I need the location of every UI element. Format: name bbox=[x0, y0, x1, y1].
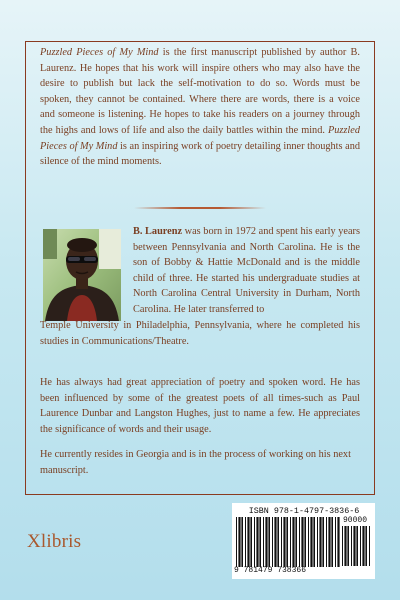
influences-paragraph: He has always had great appreciation of poetry and spoken word. He has been influenced by some of the greatest poets of all times-such as Paul Laurence Dunbar and Langston Hughes, just to name a few. He appreciates the significance of words and their usage. bbox=[40, 377, 360, 435]
price-code: 90000 bbox=[343, 516, 368, 525]
author-bio-continued: Temple University in Philadelphia, Pennsylvania, where he completed his studies in Communications/Theatre. bbox=[40, 320, 360, 347]
publisher-logo: Xlibris bbox=[27, 531, 82, 552]
intro-paragraph bbox=[40, 45, 360, 170]
isbn-barcode bbox=[232, 503, 375, 579]
book-title-repeat: Puzzled Pieces of My Mind bbox=[40, 124, 360, 152]
residence-paragraph: He currently resides in Georgia and is in the process of working on his next manuscript. bbox=[40, 449, 351, 476]
divider-line bbox=[134, 207, 266, 209]
isbn-number: ISBN 978-1-4797-3836-6 bbox=[248, 506, 360, 516]
barcode-digits: 9 781479 738366 bbox=[234, 566, 307, 575]
price-barcode-bars bbox=[342, 526, 372, 566]
book-title: Puzzled Pieces of My Mind bbox=[40, 47, 159, 58]
barcode-bars bbox=[236, 517, 340, 567]
intro-text: is the first manuscript published by author B. Laurenz. He hopes that his work will inspire others who may also have the desire to publish but lack the self-motivation to do so. Words must be spoken, they cannot be contained. Where there are words, there is a voice and someone is listening. He hopes to take his readers on a journey through the highs and lows of life and also the daily battles within the mind. bbox=[40, 47, 361, 136]
author-bio-side bbox=[133, 224, 360, 318]
author-photo bbox=[43, 229, 121, 321]
author-name: B. Laurenz bbox=[133, 226, 183, 237]
intro-text-end: is an inspiring work of poetry detailing inner thoughts and silence of the mind moments. bbox=[40, 140, 360, 168]
author-bio-text: was born in 1972 and spent his early years between Pennsylvania and North Carolina. He is the son of Bobby & Hattie McDonald and is the middle child of three. He started his undergraduate studies at North Carolina Central University in Durham, North Carolina. He later transferred to bbox=[133, 226, 360, 315]
